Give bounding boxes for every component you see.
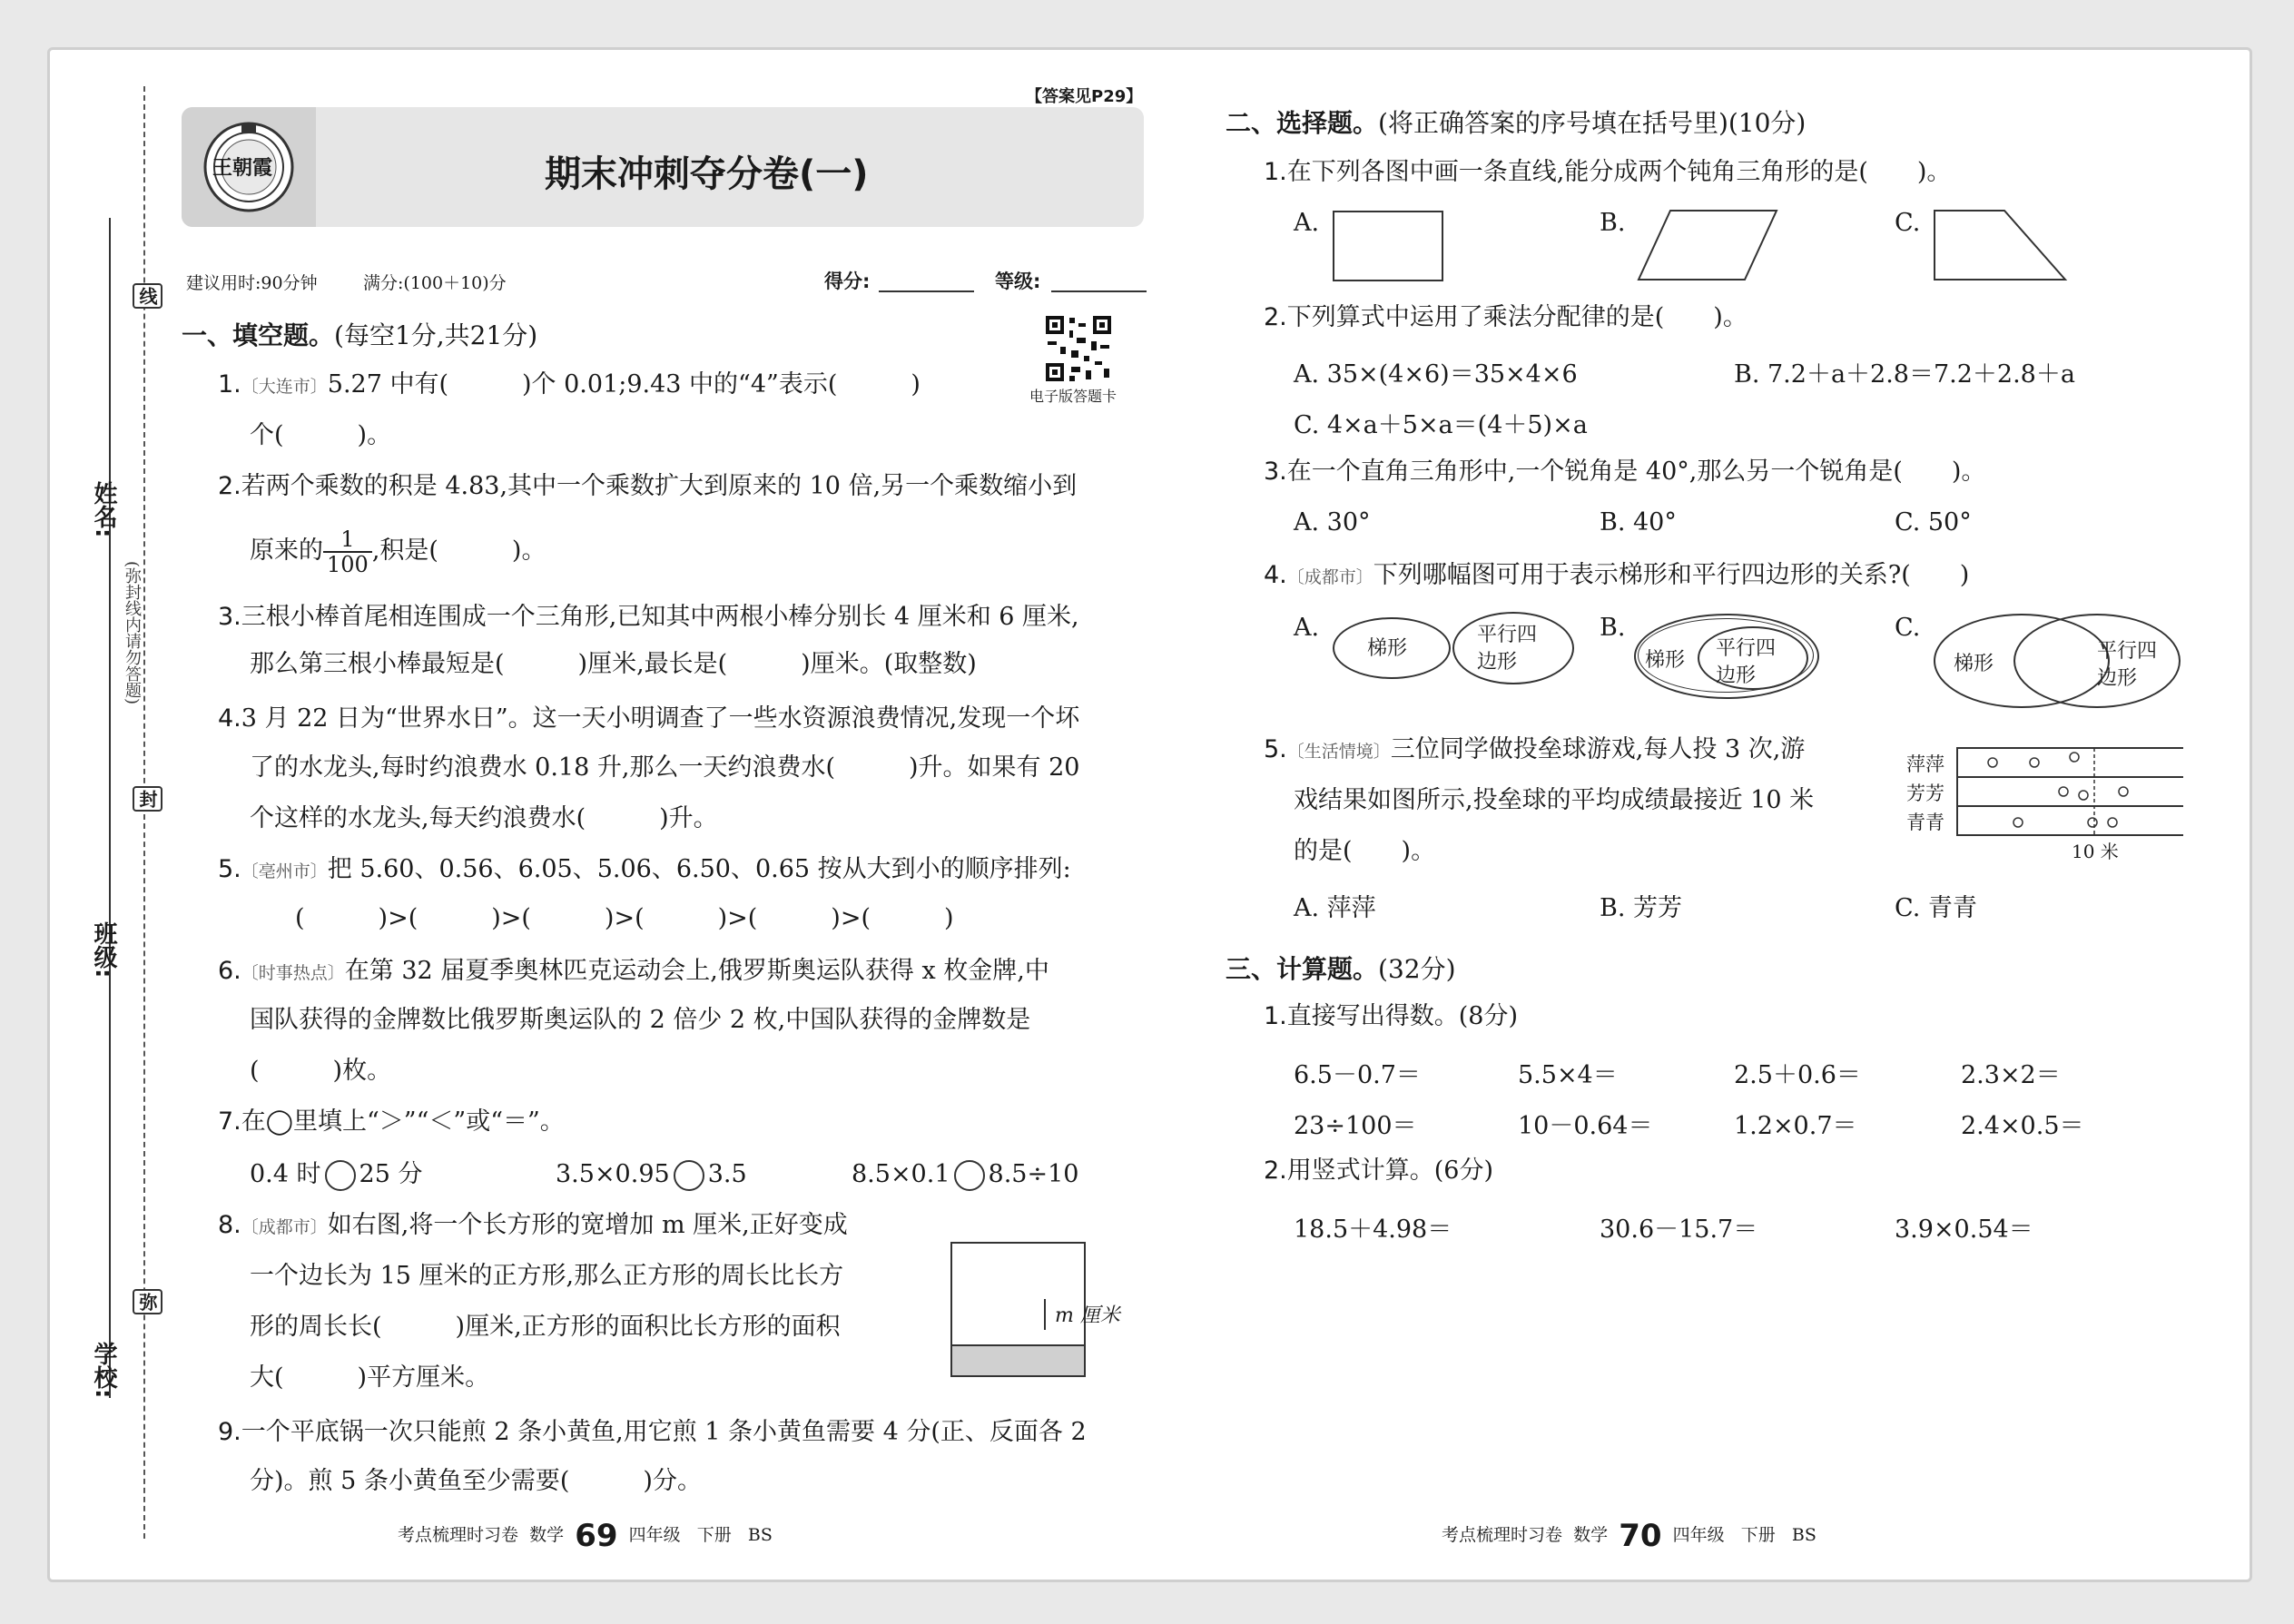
section2-heading <box>1226 103 1806 140</box>
compare-circle-2[interactable] <box>674 1160 704 1191</box>
page-number-left: 69 <box>575 1518 618 1554</box>
q1-7-compare-1: 0.4 时 25 分 <box>250 1156 422 1193</box>
q1-2-line2: 原来的 $\frac{1}{100}$ ,积是( )。 <box>250 526 546 577</box>
q2-3-option-c[interactable]: C. 50° <box>1895 508 1972 536</box>
fraction-1-100: $\frac{1}{100}$ <box>323 527 372 576</box>
throw-row-label-1: 萍萍 <box>1906 753 1944 775</box>
q2-5-option-a[interactable]: A. 萍萍 <box>1294 894 1376 922</box>
q1-9: 9.一个平底锅一次只能煎 2 条小黄鱼,用它煎 1 条小黄鱼需要 4 分(正、反面各 2 <box>218 1418 1087 1446</box>
section1-title: 一、填空题。 <box>182 320 335 350</box>
section1-sub: (每空1分,共21分) <box>334 320 538 350</box>
q1-1: 1.〔大连市〕5.27 中有( )个 0.01;9.43 中的“4”表示( ) <box>218 370 921 399</box>
q1-1-line2: 个( )。 <box>250 421 392 449</box>
footer-left: 考点梳理时习卷 数学 69 四年级 下册 BS <box>398 1518 773 1554</box>
binding-note: (弥封线内请勿答题) <box>123 561 142 705</box>
page-title: 期末冲刺夺分卷(一) <box>545 153 869 195</box>
venn-c-para-line1: 平行四 <box>2097 640 2158 663</box>
q1-6: 6.〔时事热点〕在第 32 届夏季奥林匹克运动会上,俄罗斯奥运队获得 x 枚金牌,中 <box>218 957 1049 985</box>
throw-row-label-3: 青青 <box>1906 812 1944 833</box>
throw-row-label-2: 芳芳 <box>1906 782 1944 804</box>
q1-5-line2: ( )>( )>( )>( )>( )>( ) <box>295 904 954 932</box>
calc-5[interactable]: 23÷100＝ <box>1294 1112 1417 1140</box>
q1-4: 4.3 月 22 日为“世界水日”。这一天小明调查了一些水资源浪费情况,发现一个坏 <box>218 704 1080 733</box>
calc-7[interactable]: 1.2×0.7＝ <box>1734 1112 1857 1140</box>
q1-6-line3: ( )枚。 <box>250 1057 392 1085</box>
q1-8: 8.〔成都市〕如右图,将一个长方形的宽增加 m 厘米,正好变成 <box>218 1211 848 1239</box>
calc-1[interactable]: 6.5－0.7＝ <box>1294 1061 1421 1089</box>
full-score-info: 满分:(100＋10)分 <box>363 273 507 293</box>
q2-3: 3.在一个直角三角形中,一个锐角是 40°,那么另一个锐角是( )。 <box>1264 458 1986 486</box>
calc-3[interactable]: 2.5＋0.6＝ <box>1734 1061 1861 1089</box>
section3-heading <box>1226 950 1456 986</box>
q1-8-line4: 大( )平方厘米。 <box>250 1363 490 1392</box>
venn-b-para-line1: 平行四 <box>1716 637 1777 660</box>
q1-3: 3.三根小棒首尾相连围成一个三角形,已知其中两根小棒分别长 4 厘米和 6 厘米, <box>218 603 1079 631</box>
score-field[interactable] <box>879 290 974 292</box>
time-info: 建议用时:90分钟 <box>186 273 318 293</box>
binding-solid-line <box>109 218 111 1398</box>
q1-6-line2: 国队获得的金牌数比俄罗斯奥运队的 2 倍少 2 枚,中国队获得的金牌数是 <box>250 1006 1031 1034</box>
q2-4: 4.〔成都市〕下列哪幅图可用于表示梯形和平行四边形的关系?( ) <box>1264 561 1970 589</box>
q2-5-option-b[interactable]: B. 芳芳 <box>1600 894 1683 922</box>
q1-3-line2: 那么第三根小棒最短是( )厘米,最长是( )厘米。(取整数) <box>250 650 977 678</box>
q2-5-line3: 的是( )。 <box>1294 837 1436 865</box>
q2-5-line2: 戏结果如图所示,投垒球的平均成绩最接近 10 米 <box>1294 786 1815 814</box>
binding-mark-feng: 封 <box>133 786 162 812</box>
venn-b-trapezoid-label: 梯形 <box>1645 649 1686 672</box>
q1-8-line3: 形的周长长( )厘米,正方形的面积比长方形的面积 <box>250 1313 841 1341</box>
school-label: 学校: <box>90 1342 117 1399</box>
vertical-calc-1[interactable]: 18.5＋4.98＝ <box>1294 1216 1452 1244</box>
vertical-calc-3[interactable]: 3.9×0.54＝ <box>1895 1216 2033 1244</box>
q1-2: 2.若两个乘数的积是 4.83,其中一个乘数扩大到原来的 10 倍,另一个乘数缩小到 <box>218 472 1078 500</box>
q2-2: 2.下列算式中运用了乘法分配律的是( )。 <box>1264 303 1748 331</box>
qr-code-icon[interactable] <box>1044 314 1113 383</box>
q2-1-option-a[interactable]: A. <box>1294 209 1320 237</box>
venn-a-para-line2: 边形 <box>1477 651 1518 674</box>
q2-1: 1.在下列各图中画一条直线,能分成两个钝角三角形的是( )。 <box>1264 158 1952 186</box>
calc-6[interactable]: 10－0.64＝ <box>1518 1112 1653 1140</box>
q3-1: 1.直接写出得数。(8分) <box>1264 1002 1519 1030</box>
calc-2[interactable]: 5.5×4＝ <box>1518 1061 1618 1089</box>
strip-m-cm <box>952 1344 1084 1375</box>
q2-3-option-a[interactable]: A. 30° <box>1294 508 1371 536</box>
q3-2: 2.用竖式计算。(6分) <box>1264 1156 1494 1185</box>
footer-right: 考点梳理时习卷 数学 70 四年级 下册 BS <box>1442 1518 1816 1554</box>
q2-2-option-b[interactable]: B. 7.2＋a＋2.8＝7.2＋2.8＋a <box>1734 360 2075 389</box>
q2-4-option-a[interactable]: A. <box>1294 614 1320 642</box>
q2-5-option-c[interactable]: C. 青青 <box>1895 894 1977 922</box>
venn-a-para-line1: 平行四 <box>1477 624 1538 646</box>
rectangle-shape <box>1333 211 1443 281</box>
parallelogram-shape <box>1636 209 1781 281</box>
section2-title: 二、选择题。 <box>1226 108 1379 138</box>
q2-2-option-c[interactable]: C. 4×a＋5×a＝(4＋5)×a <box>1294 411 1588 439</box>
q1-9-line2: 分)。煎 5 条小黄鱼至少需要( )分。 <box>250 1467 702 1495</box>
score-label: 得分: <box>824 271 871 292</box>
calc-4[interactable]: 2.3×2＝ <box>1961 1061 2061 1089</box>
grade-label: 等级: <box>995 271 1041 292</box>
q1-7: 7.在◯里填上“＞”“＜”或“＝”。 <box>218 1107 565 1136</box>
grade-field[interactable] <box>1051 290 1147 292</box>
compare-circle-3[interactable] <box>954 1160 985 1191</box>
q2-3-option-b[interactable]: B. 40° <box>1600 508 1677 536</box>
q1-4-line2: 了的水龙头,每时约浪费水 0.18 升,那么一天约浪费水( )升。如果有 20 <box>250 753 1080 782</box>
venn-a-trapezoid-label: 梯形 <box>1367 637 1408 660</box>
venn-c-para-line2: 边形 <box>2097 667 2138 690</box>
compare-circle-1[interactable] <box>325 1160 356 1191</box>
q1-8-line2: 一个边长为 15 厘米的正方形,那么正方形的周长比长方 <box>250 1262 844 1290</box>
binding-mark-xian: 线 <box>133 283 162 309</box>
page-number-right: 70 <box>1619 1518 1662 1554</box>
section3-title: 三、计算题。 <box>1226 954 1379 984</box>
section3-sub: (32分) <box>1378 954 1456 984</box>
q2-5: 5.〔生活情境〕三位同学做投垒球游戏,每人投 3 次,游 <box>1264 735 1806 763</box>
answer-reference: 【答案见P29】 <box>1026 87 1143 106</box>
qr-caption: 电子版答题卡 <box>1029 388 1117 405</box>
throw-figure <box>1956 744 2183 837</box>
q1-7-compare-2: 3.5×0.95 3.5 <box>556 1156 747 1193</box>
binding-mark-mi: 弥 <box>133 1289 162 1314</box>
venn-c-trapezoid-label: 梯形 <box>1954 653 1994 675</box>
q1-4-line3: 个这样的水龙头,每天约浪费水( )升。 <box>250 804 718 832</box>
q2-4-option-b[interactable]: B. <box>1600 614 1626 642</box>
class-label: 班级: <box>90 921 117 979</box>
q2-1-option-b[interactable]: B. <box>1600 209 1626 237</box>
section2-sub: (将正确答案的序号填在括号里)(10分) <box>1378 108 1807 138</box>
vertical-calc-2[interactable]: 30.6－15.7＝ <box>1600 1216 1758 1244</box>
logo-text: 王朝霞 <box>212 156 273 180</box>
m-cm-label: m 厘米 <box>1055 1304 1120 1327</box>
q2-1-option-c[interactable]: C. <box>1895 209 1921 237</box>
name-label: 姓名: <box>90 481 117 538</box>
m-cm-bracket <box>1044 1299 1053 1330</box>
section1-heading <box>182 316 537 352</box>
venn-b-para-line2: 边形 <box>1716 664 1757 687</box>
trapezoid-shape <box>1932 209 2068 281</box>
q2-4-option-c[interactable]: C. <box>1895 614 1921 642</box>
q2-2-option-a[interactable]: A. 35×(4×6)＝35×4×6 <box>1294 360 1578 389</box>
q1-7-compare-3: 8.5×0.1 8.5÷10 <box>852 1156 1078 1193</box>
throw-axis-label: 10 米 <box>2072 841 2119 862</box>
calc-8[interactable]: 2.4×0.5＝ <box>1961 1112 2084 1140</box>
q1-5: 5.〔亳州市〕把 5.60、0.56、6.05、5.06、6.50、0.65 按从大到小的顺序排列: <box>218 855 1071 883</box>
